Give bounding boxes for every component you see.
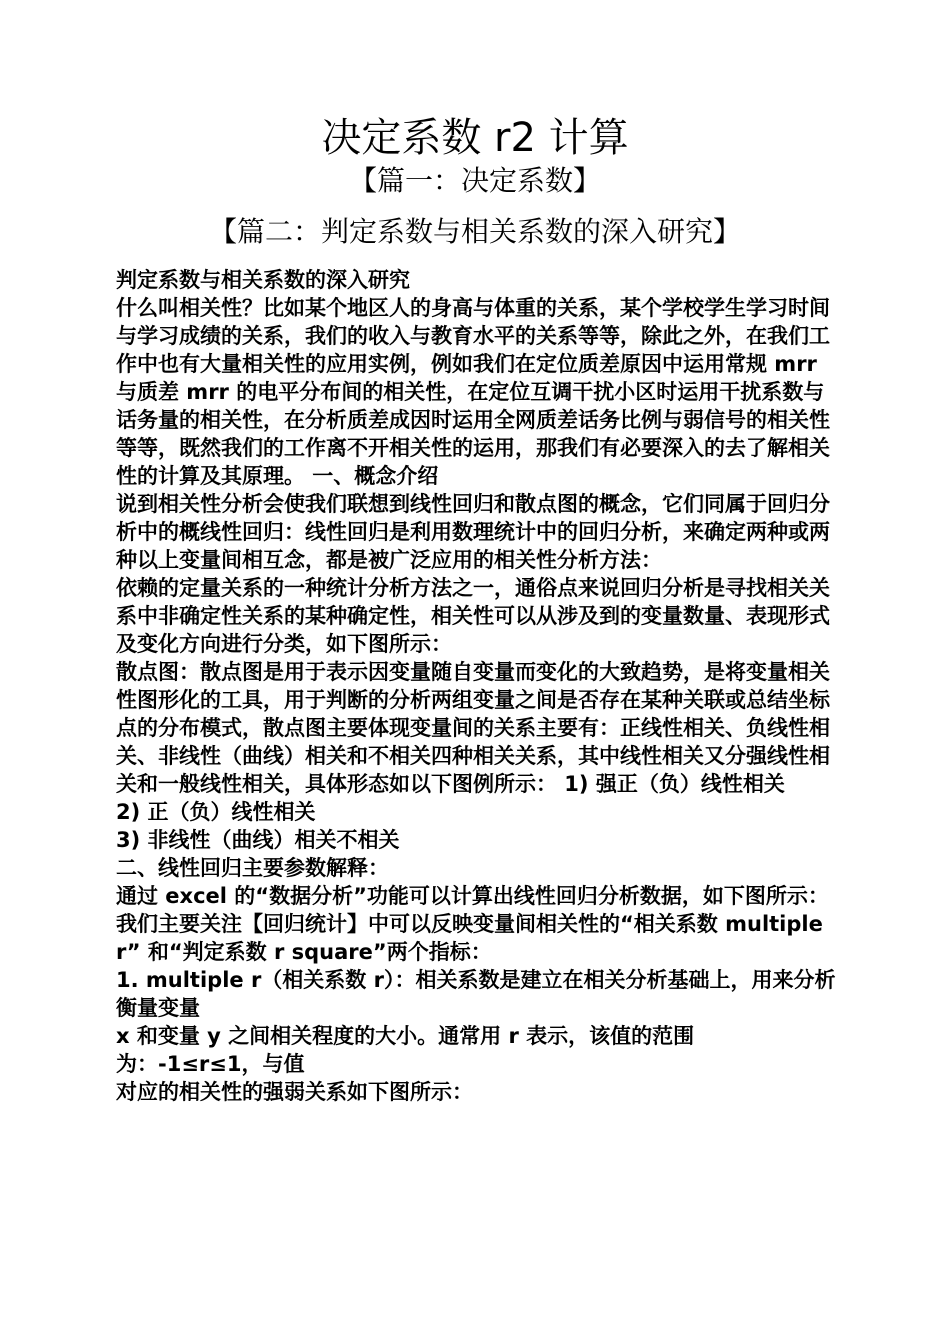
paragraph: 通过 excel 的“数据分析”功能可以计算出线性回归分析数据，如下图所示： bbox=[116, 884, 829, 908]
paragraph: x 和变量 y 之间相关程度的大小。通常用 r 表示，该值的范围为：-1≤r≤1，与值 bbox=[116, 1024, 695, 1076]
body-text bbox=[116, 266, 836, 1106]
paragraph: 1. multiple r（相关系数 r）：相关系数是建立在相关分析基础上，用来分析衡量变量 bbox=[116, 968, 836, 1020]
paragraph: 散点图：散点图是用于表示因变量随自变量而变化的大致趋势，是将变量相关性图形化的工具，用于判断的分析两组变量之间是否存在某种关联或总结坐标点的分布模式，散点图主要体现变量间的关系主要有：正线性相关、负线性相关、非线性（曲线）相关和不相关四种相关关系，其中线性相关又分强线性相关和一般线性相关，具体形态如以下图例所示： 1) 强正（负）线性相关 bbox=[116, 660, 830, 796]
paragraph: 二、线性回归主要参数解释： bbox=[116, 856, 389, 880]
paragraph: 依赖的定量关系的一种统计分析方法之一，通俗点来说回归分析是寻找相关关系中非确定性关系的某种确定性，相关性可以从涉及到的变量数量、表现形式及变化方向进行分类，如下图所示： bbox=[116, 576, 830, 656]
paragraph: 2) 正（负）线性相关 bbox=[116, 800, 316, 824]
paragraph-heading: 判定系数与相关系数的深入研究 bbox=[116, 268, 410, 292]
section-heading-1: 【篇一：决定系数】 bbox=[348, 164, 601, 197]
document-title: 决定系数 r2 计算 bbox=[321, 115, 629, 161]
paragraph: 对应的相关性的强弱关系如下图所示： bbox=[116, 1080, 473, 1104]
paragraph: 3) 非线性（曲线）相关不相关 bbox=[116, 828, 400, 852]
paragraph: 什么叫相关性？比如某个地区人的身高与体重的关系，某个学校学生学习时间与学习成绩的关系，我们的收入与教育水平的关系等等，除此之外，在我们工作中也有大量相关性的应用实例，例如我们在定位质差原因中运用常规 mrr 与质差 mrr 的电平分布间的相关性，在定位互调干扰小区时运用干扰系数与话务量的相关性，在分析质差成因时运用全网质差话务比例与弱信号的相关性等等，既然我们的工作离不开相关性的运用，那我们有必要深入的去了解相关性的计算及其原理。 一、概念介绍 bbox=[116, 296, 830, 488]
section-heading-2: 【篇二：判定系数与相关系数的深入研究】 bbox=[208, 215, 741, 248]
paragraph: 说到相关性分析会使我们联想到线性回归和散点图的概念，它们同属于回归分析中的概线性回归：线性回归是利用数理统计中的回归分析，来确定两种或两种以上变量间相互念，都是被广泛应用的相关性分析方法： bbox=[116, 492, 830, 572]
paragraph: 我们主要关注【回归统计】中可以反映变量间相关性的“相关系数 multiple r” 和“判定系数 r square”两个指标： bbox=[116, 912, 823, 964]
